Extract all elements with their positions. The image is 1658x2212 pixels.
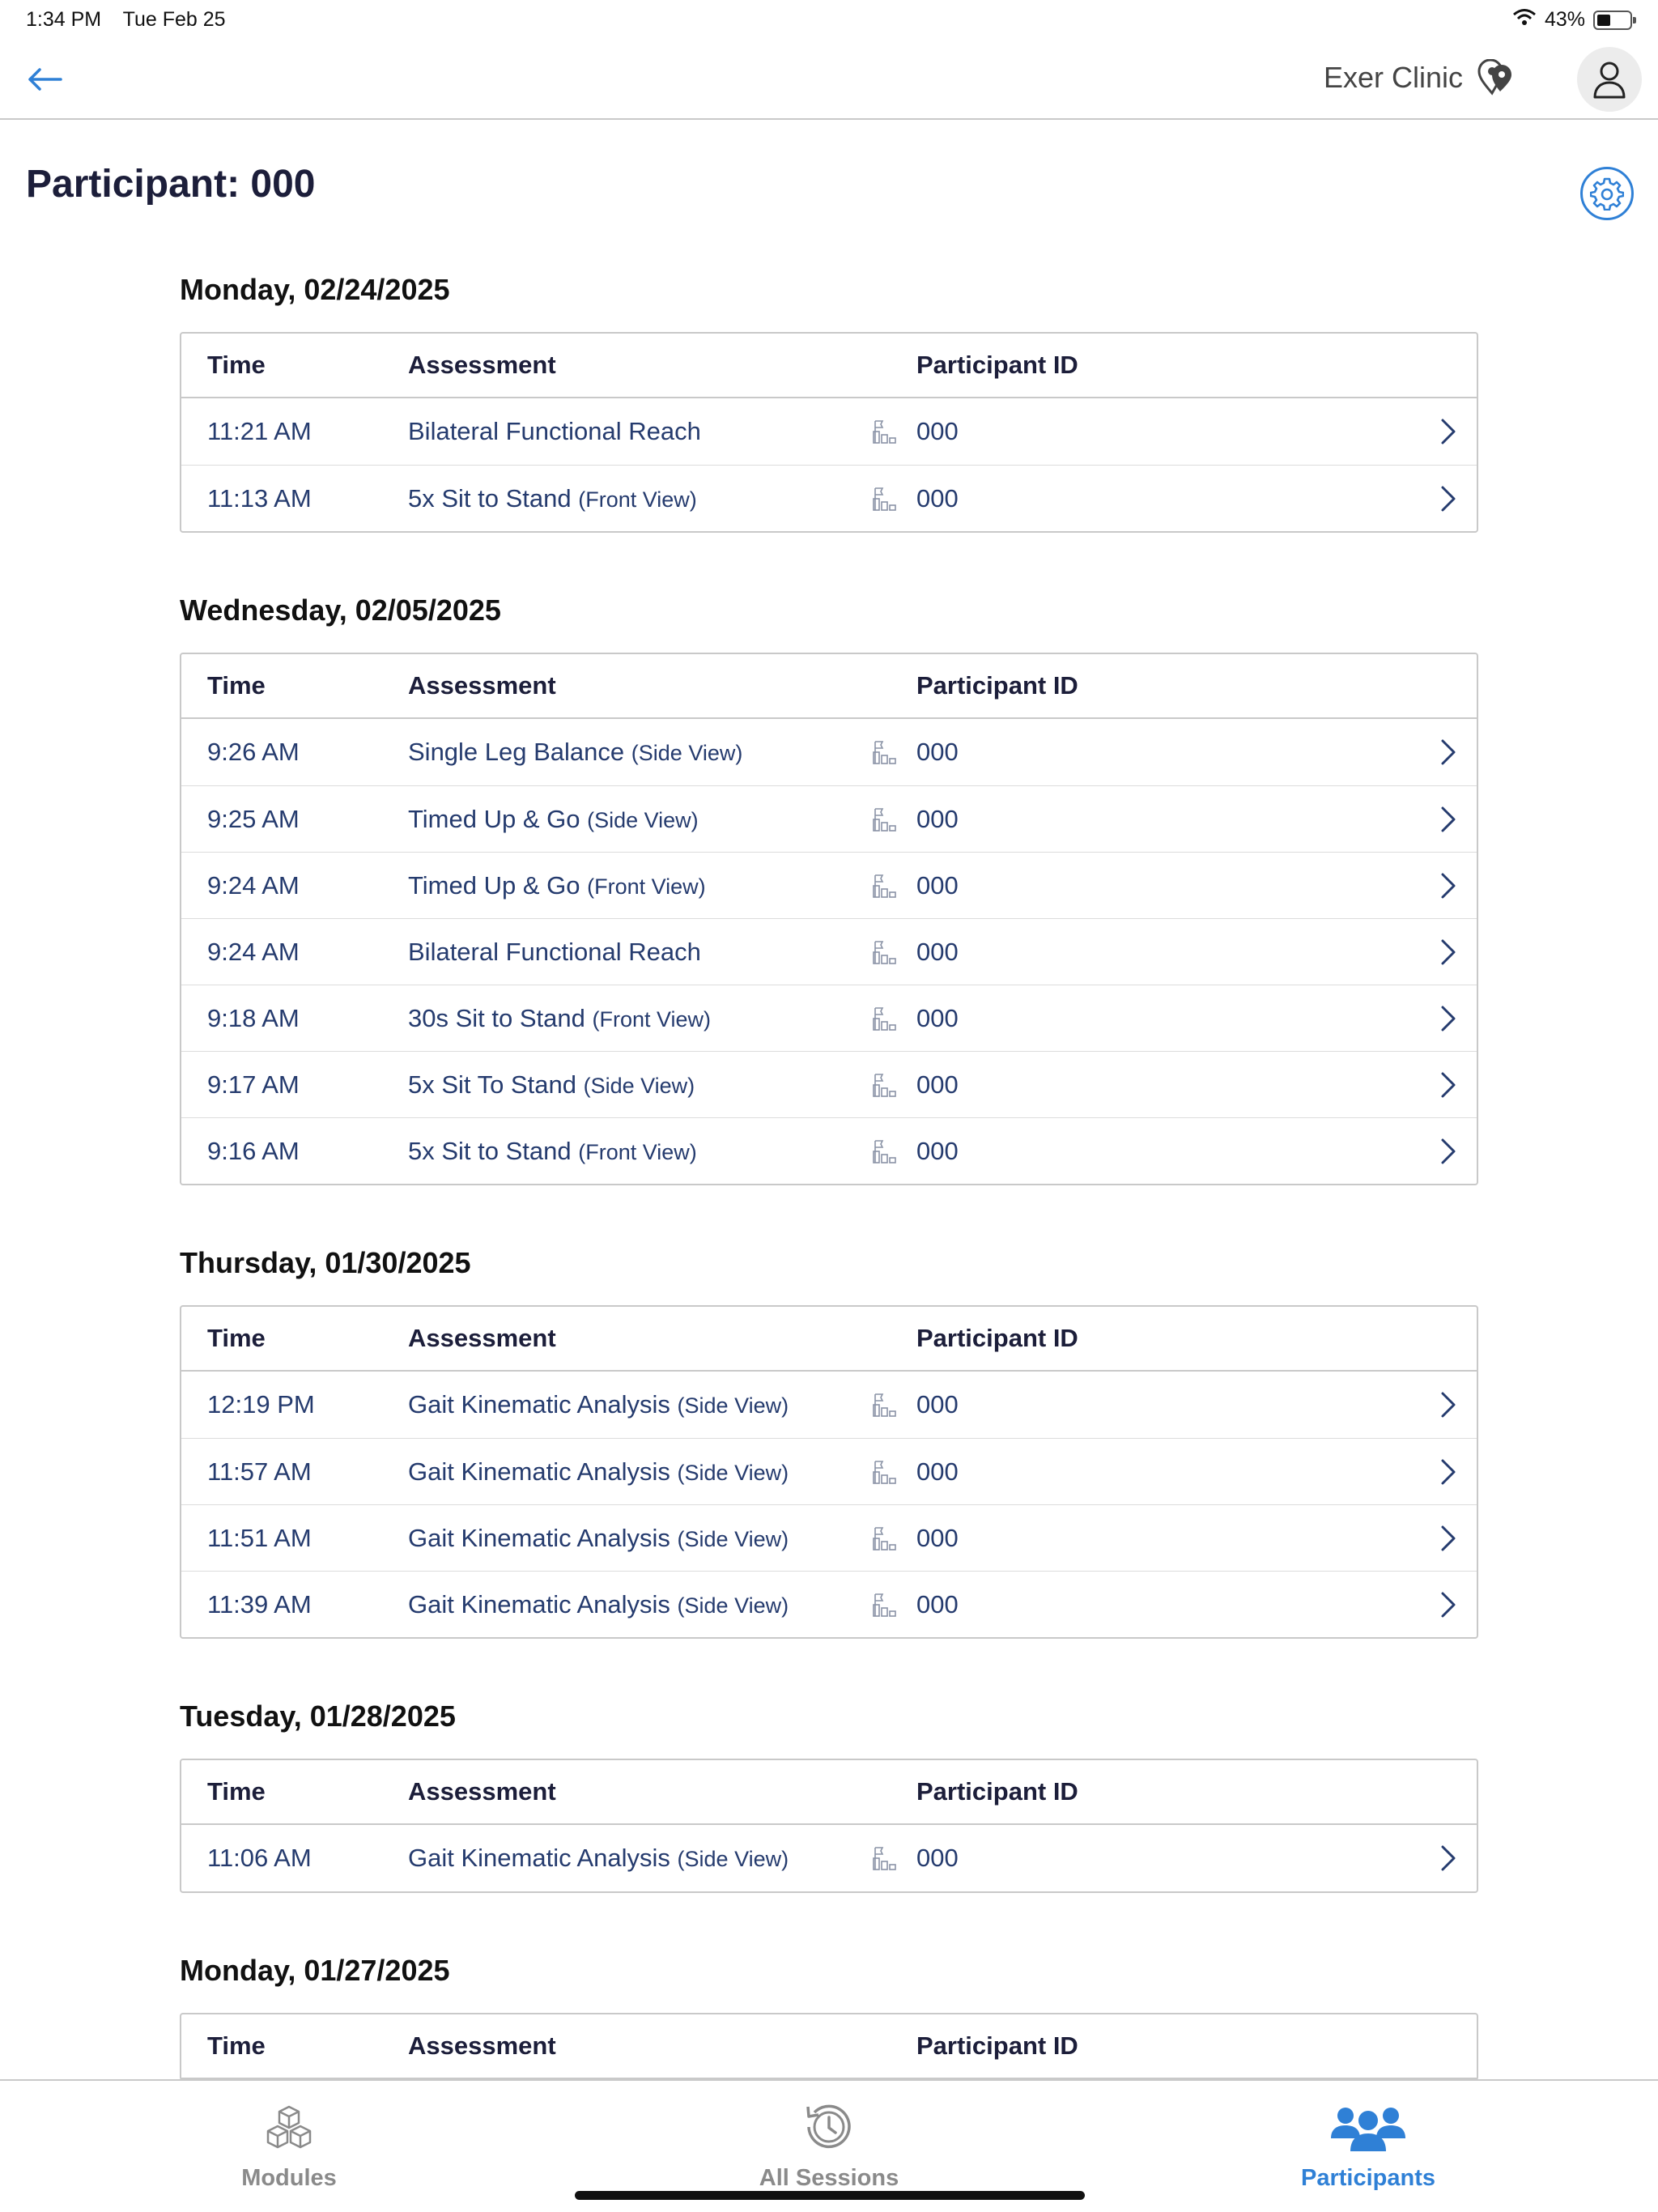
cubes-icon	[263, 2104, 315, 2150]
day-section	[180, 1246, 1478, 1639]
battery-icon	[1593, 11, 1632, 30]
row-participant-id: 000	[916, 483, 959, 513]
table-header	[181, 1760, 1477, 1825]
status-date: Tue Feb 25	[122, 8, 226, 31]
row-participant-id: 000	[916, 1003, 959, 1032]
table-row[interactable]	[181, 852, 1477, 918]
day-section	[180, 593, 1478, 1185]
assessment-view: (Side View)	[631, 741, 743, 765]
chevron-right-icon[interactable]	[1420, 738, 1477, 766]
results-flag-icon	[855, 1845, 916, 1871]
row-assessment	[408, 871, 855, 900]
table-row[interactable]	[181, 985, 1477, 1051]
sessions-table	[180, 2013, 1478, 2081]
assessment-name: Gait Kinematic Analysis	[408, 1523, 670, 1552]
results-flag-icon	[855, 873, 916, 899]
chevron-right-icon[interactable]	[1420, 1071, 1477, 1099]
assessment-name: 5x Sit to Stand	[408, 483, 572, 513]
row-participant-id: 000	[916, 417, 959, 445]
day-section	[180, 1699, 1478, 1893]
header-participant-id: Participant ID	[916, 1324, 1078, 1352]
assessment-view: (Side View)	[587, 807, 699, 832]
row-time: 9:26 AM	[207, 738, 300, 766]
day-section	[180, 1956, 1478, 2081]
profile-button[interactable]	[1577, 47, 1642, 112]
row-time: 11:51 AM	[207, 1523, 312, 1552]
status-time: 1:34 PM	[26, 8, 102, 31]
row-assessment	[408, 1390, 855, 1419]
row-participant-id: 000	[916, 1844, 959, 1872]
row-participant-id: 000	[916, 1523, 959, 1552]
back-button[interactable]	[23, 60, 66, 99]
history-icon	[801, 2099, 857, 2155]
sessions-table	[180, 1759, 1478, 1893]
row-time: 11:39 AM	[207, 1589, 312, 1619]
row-participant-id: 000	[916, 1457, 959, 1486]
arrow-left-icon	[27, 67, 62, 91]
assessment-view: (Front View)	[578, 487, 697, 512]
clinic-selector[interactable]	[1324, 59, 1516, 96]
chevron-right-icon[interactable]	[1420, 418, 1477, 445]
sessions-table	[180, 1305, 1478, 1639]
chevron-right-icon[interactable]	[1420, 1138, 1477, 1165]
tab-participants-label: Participants	[1301, 2165, 1435, 2191]
row-time: 12:19 PM	[207, 1390, 315, 1419]
row-assessment	[408, 1524, 855, 1553]
table-row[interactable]	[181, 918, 1477, 985]
row-participant-id: 000	[916, 738, 959, 766]
chevron-right-icon[interactable]	[1420, 1591, 1477, 1619]
table-row[interactable]	[181, 785, 1477, 852]
table-row[interactable]	[181, 1825, 1477, 1891]
row-participant-id: 000	[916, 937, 959, 966]
assessment-view: (Side View)	[677, 1847, 789, 1871]
assessment-view: (Side View)	[677, 1460, 789, 1485]
assessment-name: Single Leg Balance	[408, 738, 625, 766]
row-assessment	[408, 1004, 855, 1033]
tab-modules-label: Modules	[241, 2165, 337, 2191]
row-assessment	[408, 1590, 855, 1619]
assessment-name: Timed Up & Go	[408, 804, 580, 833]
results-flag-icon	[855, 806, 916, 832]
row-assessment	[408, 1844, 855, 1873]
results-flag-icon	[855, 486, 916, 512]
table-row[interactable]	[181, 1117, 1477, 1184]
results-flag-icon	[855, 739, 916, 765]
table-row[interactable]	[181, 465, 1477, 531]
wifi-icon	[1512, 8, 1537, 32]
results-flag-icon	[855, 1392, 916, 1418]
row-time: 11:57 AM	[207, 1457, 312, 1486]
day-title: Monday, 02/24/2025	[180, 273, 450, 306]
gear-icon	[1590, 177, 1624, 211]
table-header	[181, 334, 1477, 398]
assessment-view: (Side View)	[677, 1593, 789, 1618]
row-participant-id: 000	[916, 804, 959, 833]
header-time: Time	[207, 1777, 266, 1806]
assessment-name: 30s Sit to Stand	[408, 1003, 585, 1032]
header-time: Time	[207, 351, 266, 379]
row-time: 9:24 AM	[207, 937, 300, 966]
header-participant-id: Participant ID	[916, 2031, 1078, 2060]
table-row[interactable]	[181, 1571, 1477, 1637]
header-participant-id: Participant ID	[916, 671, 1078, 700]
row-time: 9:24 AM	[207, 870, 300, 900]
table-header	[181, 2014, 1477, 2079]
table-header	[181, 1307, 1477, 1372]
row-time: 11:06 AM	[207, 1844, 312, 1872]
app-header	[0, 39, 1658, 120]
row-assessment	[408, 1137, 855, 1166]
assessment-view: (Front View)	[592, 1006, 712, 1032]
day-section	[180, 275, 1478, 533]
sessions-table	[180, 332, 1478, 533]
row-participant-id: 000	[916, 1589, 959, 1619]
table-row[interactable]	[181, 1372, 1477, 1438]
assessment-name: Gait Kinematic Analysis	[408, 1844, 670, 1872]
header-assessment: Assessment	[408, 2031, 556, 2060]
row-assessment	[408, 938, 855, 967]
assessment-name: Timed Up & Go	[408, 870, 580, 900]
table-row[interactable]	[181, 1504, 1477, 1571]
row-participant-id: 000	[916, 1390, 959, 1419]
table-row[interactable]	[181, 1438, 1477, 1504]
header-time: Time	[207, 1324, 266, 1352]
header-participant-id: Participant ID	[916, 351, 1078, 379]
chevron-right-icon[interactable]	[1420, 1458, 1477, 1486]
row-assessment	[408, 417, 855, 446]
results-flag-icon	[855, 1525, 916, 1551]
chevron-right-icon[interactable]	[1420, 1844, 1477, 1872]
chevron-right-icon[interactable]	[1420, 938, 1477, 966]
people-icon	[1329, 2101, 1407, 2153]
location-pin-icon	[1476, 59, 1516, 96]
table-header	[181, 654, 1477, 719]
row-assessment	[408, 738, 855, 767]
row-assessment	[408, 1457, 855, 1487]
assessment-name: Bilateral Functional Reach	[408, 937, 701, 966]
chevron-right-icon[interactable]	[1420, 1391, 1477, 1419]
assessment-view: (Side View)	[677, 1526, 789, 1551]
assessment-view: (Side View)	[583, 1073, 695, 1098]
chevron-right-icon[interactable]	[1420, 1525, 1477, 1552]
row-time: 11:13 AM	[207, 483, 312, 513]
assessment-view: (Front View)	[587, 874, 706, 899]
table-row[interactable]	[181, 719, 1477, 785]
chevron-right-icon[interactable]	[1420, 485, 1477, 513]
row-participant-id: 000	[916, 870, 959, 900]
header-assessment: Assessment	[408, 1324, 556, 1352]
sessions-table	[180, 653, 1478, 1185]
tab-modules[interactable]	[168, 2097, 410, 2194]
home-indicator	[575, 2191, 1085, 2200]
settings-button[interactable]	[1580, 167, 1634, 220]
day-title: Monday, 01/27/2025	[180, 1954, 450, 1987]
row-assessment	[408, 805, 855, 834]
clinic-name: Exer Clinic	[1323, 61, 1463, 94]
header-assessment: Assessment	[408, 671, 556, 700]
chevron-right-icon[interactable]	[1420, 1005, 1477, 1032]
results-flag-icon	[855, 1592, 916, 1618]
row-participant-id: 000	[916, 1070, 959, 1099]
assessment-name: 5x Sit to Stand	[408, 1136, 572, 1165]
header-participant-id: Participant ID	[916, 1777, 1078, 1806]
assessment-name: Gait Kinematic Analysis	[408, 1589, 670, 1619]
tab-participants[interactable]	[1247, 2097, 1490, 2194]
row-assessment	[408, 484, 855, 513]
results-flag-icon	[855, 419, 916, 445]
assessment-name: 5x Sit To Stand	[408, 1070, 576, 1099]
row-time: 9:25 AM	[207, 804, 300, 833]
status-bar	[0, 0, 1658, 39]
battery-percent: 43%	[1544, 8, 1585, 31]
assessment-name: Bilateral Functional Reach	[408, 417, 701, 445]
results-flag-icon	[855, 939, 916, 965]
header-time: Time	[207, 671, 266, 700]
tab-all-sessions-label: All Sessions	[759, 2165, 899, 2191]
row-time: 9:16 AM	[207, 1136, 300, 1165]
chevron-right-icon[interactable]	[1420, 806, 1477, 833]
day-title: Tuesday, 01/28/2025	[180, 1699, 456, 1733]
row-participant-id: 000	[916, 1136, 959, 1165]
results-flag-icon	[855, 1072, 916, 1098]
header-assessment: Assessment	[408, 351, 556, 379]
row-assessment	[408, 1070, 855, 1100]
results-flag-icon	[855, 1138, 916, 1164]
row-time: 9:18 AM	[207, 1003, 300, 1032]
row-time: 9:17 AM	[207, 1070, 300, 1099]
page-title: Participant: 000	[26, 163, 316, 206]
chevron-right-icon[interactable]	[1420, 872, 1477, 900]
day-title: Thursday, 01/30/2025	[180, 1246, 471, 1279]
day-title: Wednesday, 02/05/2025	[180, 593, 501, 627]
table-row[interactable]	[181, 1051, 1477, 1117]
row-time: 11:21 AM	[207, 417, 312, 445]
user-icon	[1592, 60, 1627, 99]
sessions-list	[0, 275, 1658, 2144]
header-time: Time	[207, 2031, 266, 2060]
header-assessment: Assessment	[408, 1777, 556, 1806]
assessment-name: Gait Kinematic Analysis	[408, 1457, 670, 1486]
assessment-view: (Side View)	[677, 1393, 789, 1418]
tab-all-sessions[interactable]	[708, 2097, 950, 2194]
table-row[interactable]	[181, 398, 1477, 465]
assessment-name: Gait Kinematic Analysis	[408, 1390, 670, 1419]
results-flag-icon	[855, 1006, 916, 1032]
assessment-view: (Front View)	[578, 1139, 697, 1164]
results-flag-icon	[855, 1459, 916, 1485]
